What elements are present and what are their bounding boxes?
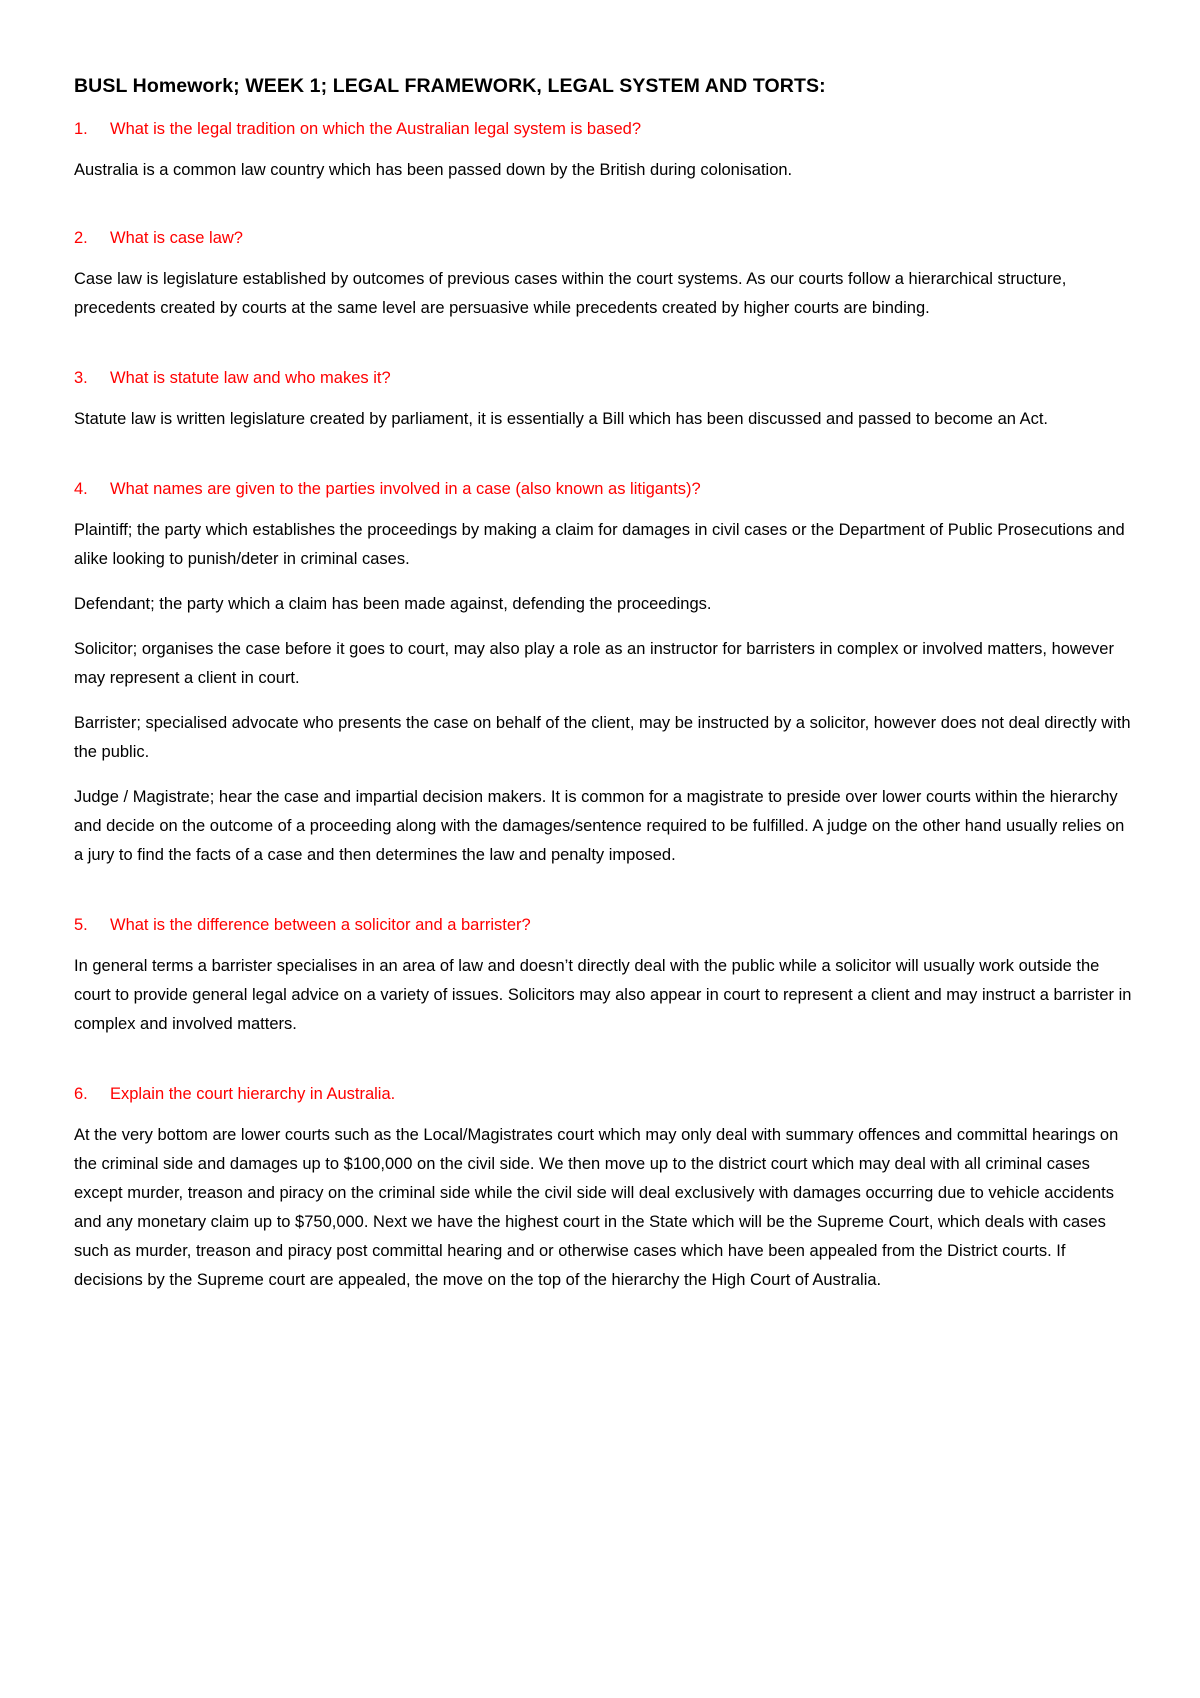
document-page <box>74 74 1134 1311</box>
question-text: What is case law? <box>110 229 243 247</box>
answer-judge-magistrate: Judge / Magistrate; hear the case and impartial decision makers. It is common for a magistrate to preside over lower courts within the hierarchy and decide on the outcome of a proceeding along with the damages/sentence required to be fulfilled. A judge on the other hand usually relies on a jury to find the facts of a case and then determines the law and penalty imposed. <box>74 788 1125 864</box>
section-4 <box>74 478 1134 870</box>
question-number: 3. <box>74 369 88 387</box>
question-number: 5. <box>74 916 88 934</box>
section-5 <box>74 914 1134 1039</box>
question-text: What is the legal tradition on which the Australian legal system is based? <box>110 120 642 138</box>
section-2 <box>74 227 1134 323</box>
question-text: What is statute law and who makes it? <box>110 369 391 387</box>
question-5 <box>74 914 1134 936</box>
question-4 <box>74 478 1134 500</box>
answer-solicitor: Solicitor; organises the case before it goes to court, may also play a role as an instructor for barristers in complex or involved matters, however may represent a client in court. <box>74 640 1114 687</box>
answer-paragraph: In general terms a barrister specialises in an area of law and doesn’t directly deal with the public while a solicitor will usually work outside the court to provide general legal advice on a variety of issues. Solicitors may also appear in court to represent a client and may instruct a barrister in complex and involved matters. <box>74 957 1132 1033</box>
section-1 <box>74 118 1134 185</box>
section-6 <box>74 1083 1134 1295</box>
answer-paragraph: Case law is legislature established by outcomes of previous cases within the court systems. As our courts follow a hierarchical structure, precedents created by courts at the same level are persuasive while precedents created by higher courts are binding. <box>74 270 1067 317</box>
answer-defendant: Defendant; the party which a claim has been made against, defending the proceedings. <box>74 595 712 613</box>
answer-paragraph: At the very bottom are lower courts such as the Local/Magistrates court which may only deal with summary offences and committal hearings on the criminal side and damages up to $100,000 on the civil side. We then move up to the district court which may deal with all criminal cases except murder, treason and piracy on the criminal side while the civil side will deal exclusively with damages occurring due to vehicle accidents and any monetary claim up to $750,000. Next we have the highest court in the State which will be the Supreme Court, which deals with cases such as murder, treason and piracy post committal hearing and or otherwise cases which have been appealed from the District courts. If decisions by the Supreme court are appealed, the move on the top of the hierarchy the High Court of Australia. <box>74 1126 1119 1289</box>
answer-paragraph: Australia is a common law country which has been passed down by the British during colonisation. <box>74 161 793 179</box>
document-title: BUSL Homework; WEEK 1; LEGAL FRAMEWORK, LEGAL SYSTEM AND TORTS: <box>74 75 826 97</box>
answer-plaintiff: Plaintiff; the party which establishes the proceedings by making a claim for damages in civil cases or the Department of Public Prosecutions and alike looking to punish/deter in criminal cases. <box>74 521 1125 568</box>
question-text: What is the difference between a solicitor and a barrister? <box>110 916 531 934</box>
question-number: 1. <box>74 120 88 138</box>
question-text: Explain the court hierarchy in Australia. <box>110 1085 396 1103</box>
answer-paragraph: Statute law is written legislature created by parliament, it is essentially a Bill which has been discussed and passed to become an Act. <box>74 410 1049 428</box>
question-text: What names are given to the parties involved in a case (also known as litigants)? <box>110 480 701 498</box>
question-2 <box>74 227 1134 249</box>
question-6 <box>74 1083 1134 1105</box>
question-3 <box>74 367 1134 389</box>
question-number: 6. <box>74 1085 88 1103</box>
answer-barrister: Barrister; specialised advocate who presents the case on behalf of the client, may be instructed by a solicitor, however does not deal directly with the public. <box>74 714 1131 761</box>
question-number: 2. <box>74 229 88 247</box>
question-number: 4. <box>74 480 88 498</box>
question-1 <box>74 118 1134 140</box>
section-3 <box>74 367 1134 434</box>
